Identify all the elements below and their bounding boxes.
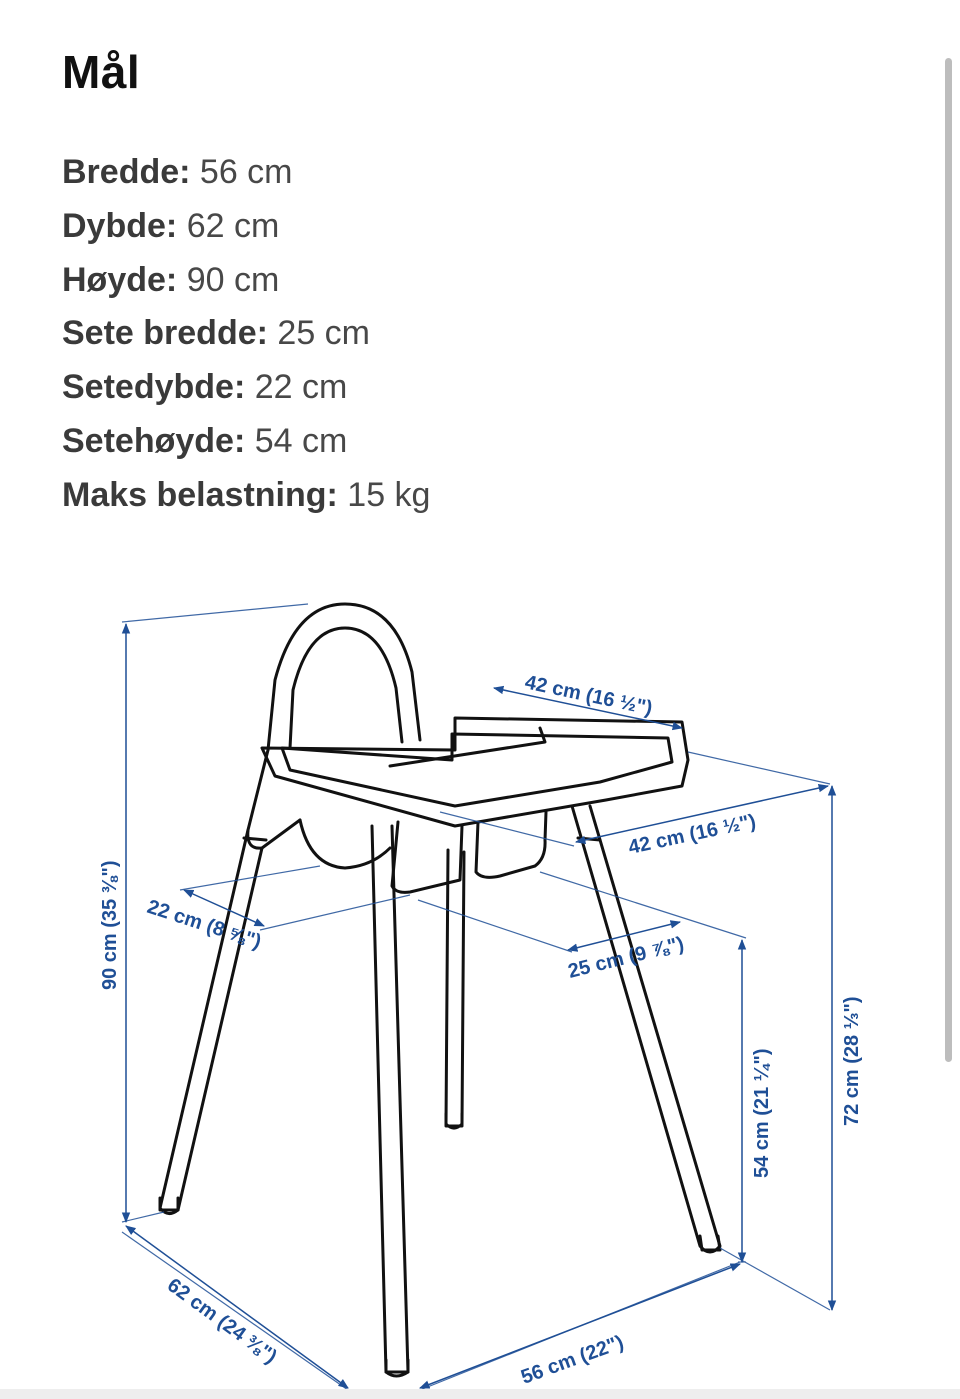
- spec-value: 54 cm: [254, 421, 348, 460]
- spec-label: Setehøyde:: [62, 421, 246, 460]
- foot-front-left: [386, 1360, 408, 1372]
- dimension-label-tray-height: 72 cm (28 ⅓"): [841, 996, 863, 1126]
- leg-front-right: [572, 806, 720, 1252]
- spec-label: Setedybde:: [62, 368, 246, 407]
- dimension-label-depth: 62 cm (24 ⅜"): [163, 1274, 281, 1369]
- spec-label: Dybde:: [62, 206, 178, 245]
- spec-row-height: [62, 254, 430, 308]
- spec-label: Maks belastning:: [62, 475, 338, 514]
- spec-row-depth: [62, 200, 430, 254]
- seat-belt-panel: [392, 822, 462, 892]
- high-chair-illustration: [160, 604, 720, 1376]
- spec-value: 90 cm: [186, 260, 280, 299]
- spec-row-seat-depth: [62, 361, 430, 415]
- dimension-label-seat-height: 54 cm (21 ¼"): [751, 1048, 773, 1178]
- page-title: Mål: [62, 46, 141, 98]
- dimension-lines: [126, 624, 832, 1388]
- spec-value: 22 cm: [254, 368, 348, 407]
- spec-label: Bredde:: [62, 153, 191, 191]
- spec-label: Høyde:: [62, 260, 178, 299]
- seat-shell-left: [248, 750, 300, 848]
- high-chair-dimension-diagram: [0, 560, 940, 1399]
- dimension-label-seat-depth: 22 cm (8 ⅝"): [144, 895, 264, 954]
- bottom-edge-bar: [0, 1389, 960, 1399]
- spec-row-seat-width: [62, 307, 430, 361]
- leg-back-left: [160, 830, 262, 1214]
- dimension-label-tray-depth: 42 cm (16 ½"): [626, 810, 758, 859]
- spec-value: 15 kg: [347, 475, 431, 514]
- dimension-label-seat-width: 25 cm (9 ⅞"): [565, 932, 687, 983]
- spec-row-max-load: [62, 469, 430, 523]
- spec-label: Sete bredde:: [62, 314, 268, 353]
- spec-row-width: [62, 146, 430, 200]
- dimension-label-tray-width-top: 42 cm (16 ½"): [522, 671, 655, 720]
- dimension-spec-list: [62, 146, 430, 523]
- spec-value: 56 cm: [199, 153, 293, 191]
- spec-row-seat-height: [62, 415, 430, 469]
- dimension-line-depth: [126, 1226, 348, 1388]
- spec-value: 25 cm: [277, 314, 370, 353]
- dimension-label-total-height: 90 cm (35 ⅜"): [99, 860, 121, 990]
- leg-back-right: [446, 850, 464, 1128]
- dimension-label-width: 56 cm (22"): [518, 1331, 627, 1389]
- leg-front-left: [372, 826, 408, 1376]
- dimension-line-width: [420, 1264, 740, 1388]
- leg-collar-left: [244, 838, 266, 840]
- spec-value: 62 cm: [186, 206, 280, 245]
- seat-shell-bottom: [300, 820, 390, 868]
- backrest-inner: [290, 628, 402, 748]
- vertical-scrollbar[interactable]: [945, 58, 952, 1062]
